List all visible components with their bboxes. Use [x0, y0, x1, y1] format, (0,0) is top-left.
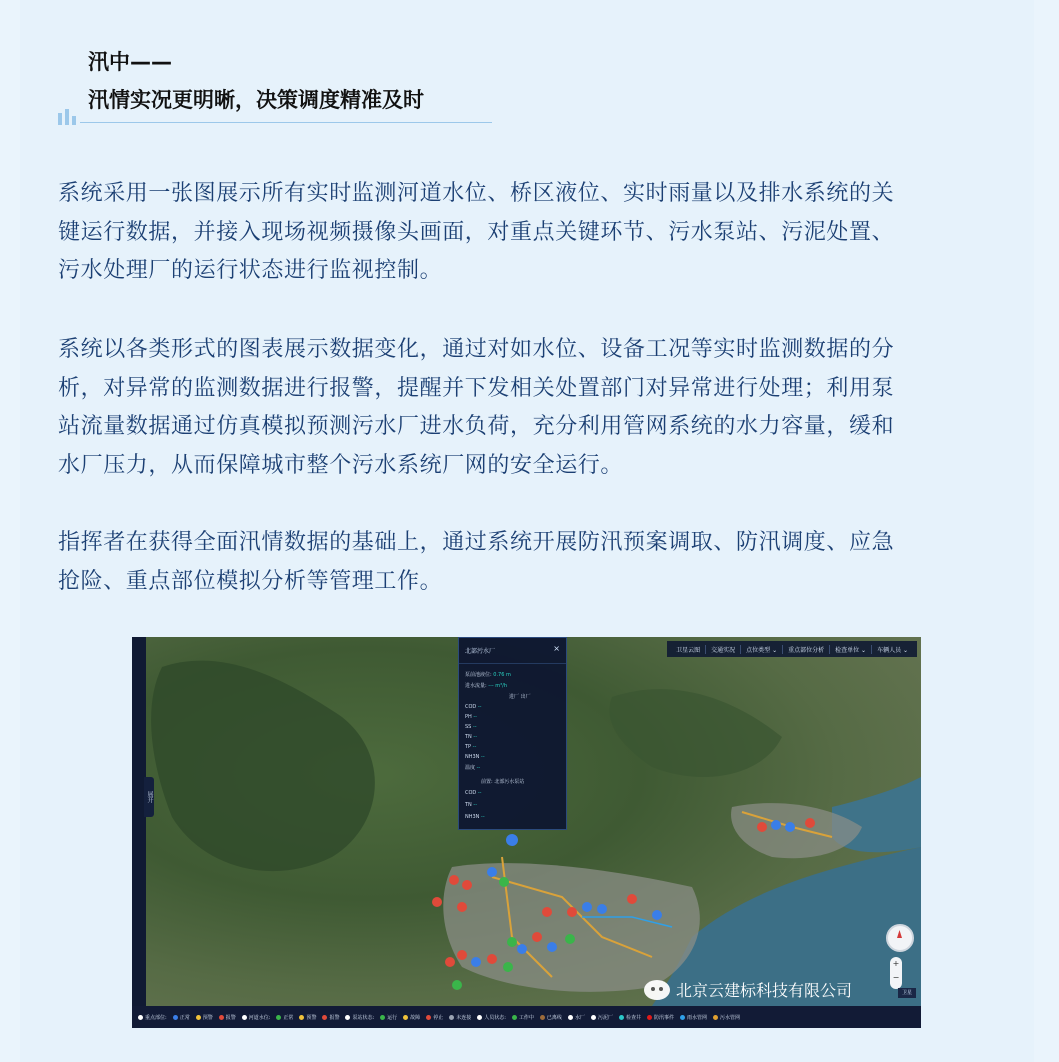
- legend-swatch: [647, 1015, 652, 1020]
- legend-item: 雨水管网: [680, 1014, 707, 1021]
- legend-item: 污泥厂: [591, 1014, 613, 1021]
- legend-item: 人员状态:: [477, 1014, 506, 1021]
- legend-swatch: [477, 1015, 482, 1020]
- legend-item: 防汛事件: [647, 1014, 674, 1021]
- zoom-control[interactable]: + −: [890, 957, 902, 989]
- popup-row: 泵前池液位: 0.76 m: [465, 672, 511, 678]
- legend-item: 报警: [219, 1014, 236, 1021]
- map-screenshot: [132, 637, 921, 1028]
- legend-item: 检查井: [619, 1014, 641, 1021]
- popup-row: TP --: [465, 744, 477, 750]
- legend-swatch: [345, 1015, 350, 1020]
- legend-item: 已离线: [540, 1014, 562, 1021]
- legend-item: 正常: [173, 1014, 190, 1021]
- map-toolbar: [667, 641, 917, 657]
- paragraph-2: 系统以各类形式的图表展示数据变化，通过对如水位、设备工况等实时监测数据的分 析，对异常的监测数据进行报警，提醒并下发相关处置部门对异常进行处理；利用泵 站流量数据通过仿真模拟预测污水厂进水负荷，充分利用管网系统的水力容量，缓和 水厂压力，从而保障城市整个污水系统厂网的安全运行。: [58, 337, 895, 478]
- popup-row: 前置: 北部污水泵站: [481, 779, 525, 785]
- forest-area-north: [609, 689, 782, 777]
- paragraph-3: 指挥者在获得全面汛情数据的基础上，通过系统开展防汛预案调取、防汛调度、应急 抢险、重点部位模拟分析等管理工作。: [58, 530, 895, 594]
- legend-swatch: [242, 1015, 247, 1020]
- toolbar-item-inspect-unit[interactable]: 检查单位 ⌄: [830, 645, 872, 654]
- legend-item: 报警: [322, 1014, 339, 1021]
- legend-swatch: [449, 1015, 454, 1020]
- popup-row: PH --: [465, 714, 477, 720]
- legend-swatch: [299, 1015, 304, 1020]
- toolbar-item-traffic[interactable]: 交通实况: [706, 645, 741, 654]
- legend-item: 重点部位:: [138, 1014, 167, 1021]
- legend-item: 污水管网: [713, 1014, 740, 1021]
- map-sidebar: [132, 637, 146, 1006]
- popup-row: SS --: [465, 724, 477, 730]
- legend-swatch: [380, 1015, 385, 1020]
- toolbar-item-vehicles[interactable]: 车辆人员 ⌄: [877, 646, 908, 654]
- popup-row: NH3N --: [465, 754, 485, 760]
- legend-swatch: [322, 1015, 327, 1020]
- popup-row: TN --: [465, 734, 477, 740]
- legend-swatch: [591, 1015, 596, 1020]
- popup-row: 进厂 出厂: [509, 694, 531, 700]
- wechat-icon: [644, 980, 670, 1000]
- heading-decoration: [58, 106, 79, 125]
- legend-item: 预警: [299, 1014, 316, 1021]
- legend-item: 未连接: [449, 1014, 471, 1021]
- legend-swatch: [173, 1015, 178, 1020]
- legend-swatch: [540, 1015, 545, 1020]
- toolbar-item-satellite[interactable]: 卫星云图: [671, 645, 706, 654]
- toolbar-item-analysis[interactable]: 重点部位分析: [783, 645, 830, 654]
- legend-item: 预警: [196, 1014, 213, 1021]
- popup-row: COD --: [465, 790, 482, 796]
- satellite-toggle-button[interactable]: 卫星: [898, 988, 916, 998]
- urban-area: [443, 863, 700, 992]
- legend-item: 河道水位:: [242, 1014, 271, 1021]
- legend-swatch: [219, 1015, 224, 1020]
- legend-item: 故障: [403, 1014, 420, 1021]
- popup-title: 北部污水厂: [459, 638, 566, 664]
- popup-row: 进水流量: --- m³/h: [465, 683, 508, 689]
- legend-swatch: [512, 1015, 517, 1020]
- heading-line2: 汛情实况更明晰，决策调度精准及时: [88, 88, 424, 112]
- map-legend: [132, 1006, 921, 1028]
- legend-item: 泵站状态:: [345, 1014, 374, 1021]
- paragraph-1: 系统采用一张图展示所有实时监测河道水位、桥区液位、实时雨量以及排水系统的关 键运行数据，并接入现场视频摄像头画面，对重点关键环节、污水泵站、污泥处置、 污水处理厂的运行状态进行监视控制。: [58, 181, 895, 283]
- legend-item: 水厂: [568, 1014, 585, 1021]
- legend-swatch: [619, 1015, 624, 1020]
- legend-swatch: [138, 1015, 143, 1020]
- legend-swatch: [403, 1015, 408, 1020]
- legend-swatch: [276, 1015, 281, 1020]
- heading-line1: 汛中——: [88, 50, 172, 74]
- legend-swatch: [713, 1015, 718, 1020]
- popup-row: TN --: [465, 802, 477, 808]
- legend-item: 停止: [426, 1014, 443, 1021]
- heading-underline: [80, 122, 492, 123]
- sidebar-expand-tab[interactable]: 展开: [144, 777, 154, 817]
- legend-item: 运行: [380, 1014, 397, 1021]
- section-heading: [58, 44, 492, 124]
- legend-swatch: [680, 1015, 685, 1020]
- legend-swatch: [568, 1015, 573, 1020]
- toolbar-item-point-type[interactable]: 点位类型 ⌄: [741, 645, 783, 654]
- legend-item: 工作中: [512, 1014, 534, 1021]
- legend-item: 正常: [276, 1014, 293, 1021]
- legend-swatch: [426, 1015, 431, 1020]
- compass-icon[interactable]: [886, 924, 914, 952]
- company-watermark: 北京云建标科技有限公司: [644, 978, 852, 1001]
- legend-swatch: [196, 1015, 201, 1020]
- popup-row: NH3N --: [465, 814, 485, 820]
- popup-row: 温度 --: [465, 765, 481, 771]
- station-popup: [458, 637, 567, 830]
- close-icon[interactable]: ×: [553, 644, 560, 653]
- popup-row: COD --: [465, 704, 482, 710]
- forest-area: [151, 661, 375, 871]
